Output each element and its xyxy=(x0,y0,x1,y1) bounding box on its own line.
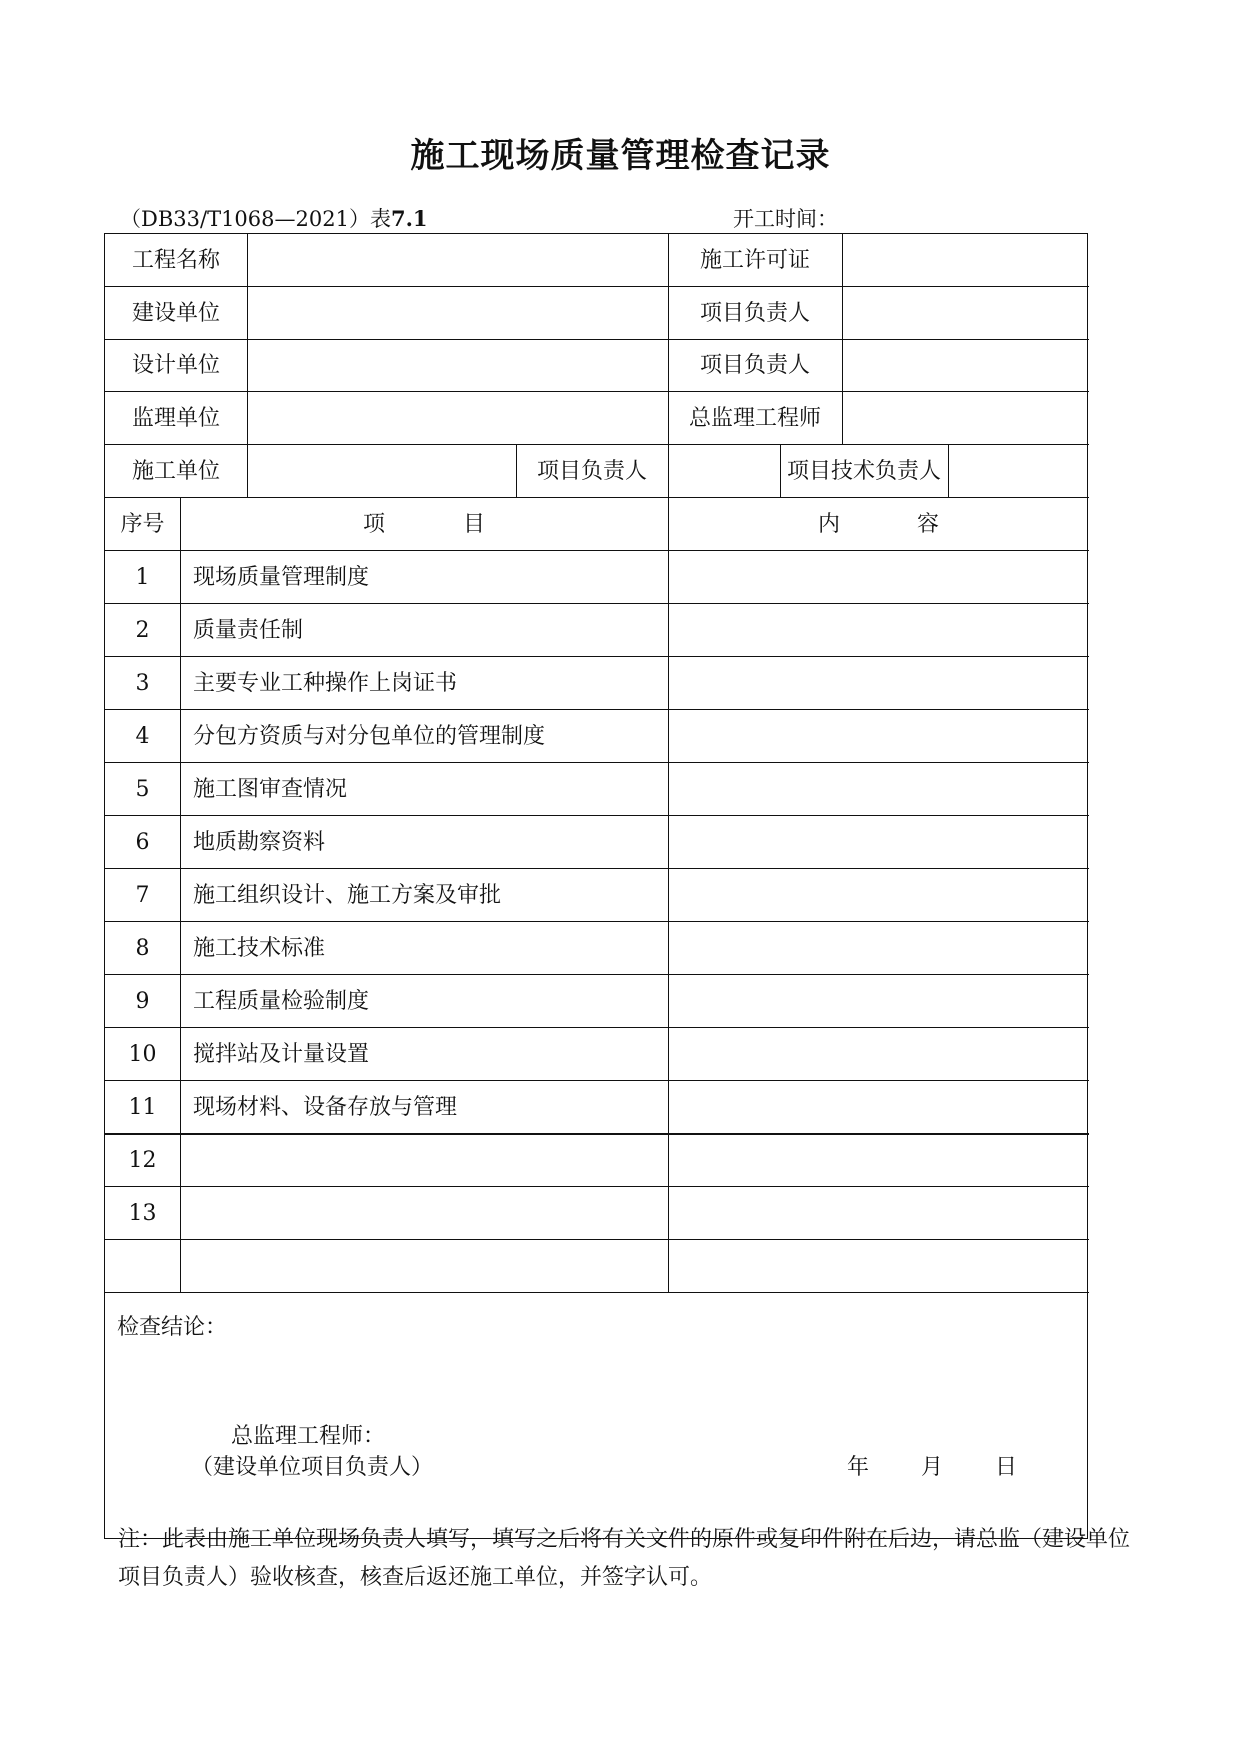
label-supervision-unit: 监理单位 xyxy=(131,406,220,431)
row-item: 分包方资质与对分包单位的管理制度 xyxy=(193,724,546,749)
column-header-content-1: 内 xyxy=(818,512,841,537)
row-number: 13 xyxy=(128,1201,157,1226)
row-number: 10 xyxy=(128,1042,157,1067)
conclusion-label: 检查结论： xyxy=(117,1315,228,1340)
row-number: 3 xyxy=(135,671,150,696)
label-owner-pm: 项目负责人 xyxy=(699,301,810,326)
label-contractor-unit: 施工单位 xyxy=(131,459,220,484)
row-number: 9 xyxy=(135,989,150,1014)
row-number: 5 xyxy=(135,777,150,802)
column-header-content-2: 容 xyxy=(917,512,940,537)
footnote: 注：此表由施工单位现场负责人填写，填写之后将有关文件的原件或复印件附在后边，请总监（建设单位项目负责人）验收核查，核查后返还施工单位，并签字认可。 xyxy=(118,1527,1131,1590)
row-number: 4 xyxy=(135,724,150,749)
start-time-label: 开工时间： xyxy=(733,207,838,231)
row-item: 主要专业工种操作上岗证书 xyxy=(193,671,458,696)
table-number: 7.1 xyxy=(390,206,428,231)
standard-reference xyxy=(120,203,428,233)
row-number: 2 xyxy=(135,618,150,643)
label-contractor-pm: 项目负责人 xyxy=(536,459,647,484)
column-header-item-1: 项 xyxy=(363,512,386,537)
row-number: 8 xyxy=(135,936,150,961)
row-item: 质量责任制 xyxy=(193,618,304,643)
row-item: 现场材料、设备存放与管理 xyxy=(193,1095,458,1120)
label-project-name: 工程名称 xyxy=(131,248,220,273)
column-header-item-2: 目 xyxy=(463,512,486,537)
row-item: 施工图审查情况 xyxy=(193,777,348,802)
standard-code: （DB33/T1068—2021）表 xyxy=(120,207,391,231)
label-contractor-tech: 项目技术负责人 xyxy=(786,459,941,484)
row-item: 工程质量检验制度 xyxy=(193,989,370,1014)
row-item: 施工技术标准 xyxy=(193,936,326,961)
label-construction-permit: 施工许可证 xyxy=(699,248,810,273)
row-number: 12 xyxy=(128,1148,157,1173)
row-number: 6 xyxy=(135,830,150,855)
label-design-unit: 设计单位 xyxy=(131,353,220,378)
row-number: 1 xyxy=(135,565,150,590)
document-title: 施工现场质量管理检查记录 xyxy=(410,136,831,176)
row-item: 地质勘察资料 xyxy=(193,830,326,855)
label-owner-unit: 建设单位 xyxy=(131,301,220,326)
label-design-pm: 项目负责人 xyxy=(699,353,810,378)
date-month: 月 xyxy=(921,1455,944,1480)
row-number: 7 xyxy=(135,883,150,908)
signer-owner-pm: （建设单位项目负责人） xyxy=(191,1455,434,1480)
row-item: 施工组织设计、施工方案及审批 xyxy=(193,883,502,908)
signer-chief-supervisor: 总监理工程师： xyxy=(231,1424,386,1449)
date-year: 年 xyxy=(847,1455,870,1480)
row-number: 11 xyxy=(128,1095,157,1120)
label-chief-supervisor: 总监理工程师 xyxy=(688,406,821,431)
date-day: 日 xyxy=(995,1455,1018,1480)
inspection-form xyxy=(104,233,1088,1539)
signature-date xyxy=(847,1450,1017,1481)
row-item: 搅拌站及计量设置 xyxy=(193,1042,370,1067)
row-item: 现场质量管理制度 xyxy=(193,565,370,590)
column-header-no: 序号 xyxy=(120,512,165,537)
